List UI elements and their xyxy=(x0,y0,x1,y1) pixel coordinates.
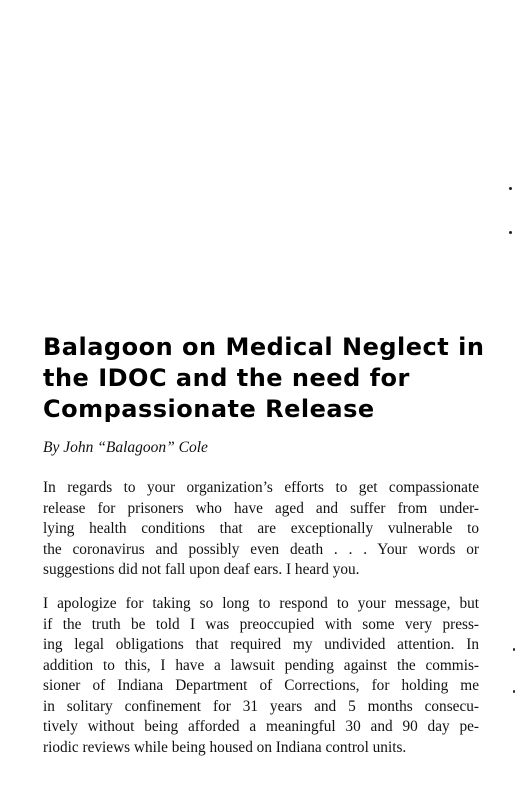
paragraph-1 xyxy=(43,478,479,581)
text-line: ing legal obligations that required my undivided attention. In xyxy=(43,636,479,653)
scan-speck xyxy=(513,690,515,693)
title-line: Balagoon on Medical Neglect in xyxy=(43,333,485,361)
paragraph-2 xyxy=(43,594,479,758)
text-line: In regards to your organization’s efforts to get compassionate xyxy=(43,479,479,496)
title-line: Compassionate Release xyxy=(43,395,375,423)
text-line: release for prisoners who have aged and suffer from under- xyxy=(43,499,479,517)
scan-speck xyxy=(509,187,512,190)
text-line: if the truth be told I was preoccupied with some very press- xyxy=(43,615,479,633)
title-line: the IDOC and the need for xyxy=(43,364,410,392)
article-title xyxy=(43,332,493,425)
scan-speck xyxy=(513,648,515,651)
text-line: tively without being afforded a meaningful 30 and 90 day pe- xyxy=(43,718,479,735)
text-line: sioner of Indiana Department of Corrections, for holding me xyxy=(43,677,479,694)
text-line: I apologize for taking so long to respond to your message, but xyxy=(43,595,479,612)
text-line: suggestions did not fall upon deaf ears. I heard you. xyxy=(43,561,360,578)
scan-speck xyxy=(509,231,512,234)
text-line: the coronavirus and possibly even death . . . Your words or xyxy=(43,540,479,558)
text-line: riodic reviews while being housed on Indiana control units. xyxy=(43,738,407,756)
text-line: in solitary confinement for 31 years and 5 months consecu- xyxy=(43,697,479,715)
byline: By John “Balagoon” Cole xyxy=(43,439,208,456)
text-line: lying health conditions that are exceptionally vulnerable to xyxy=(43,520,479,537)
text-line: addition to this, I have a lawsuit pending against the commis- xyxy=(43,656,479,674)
